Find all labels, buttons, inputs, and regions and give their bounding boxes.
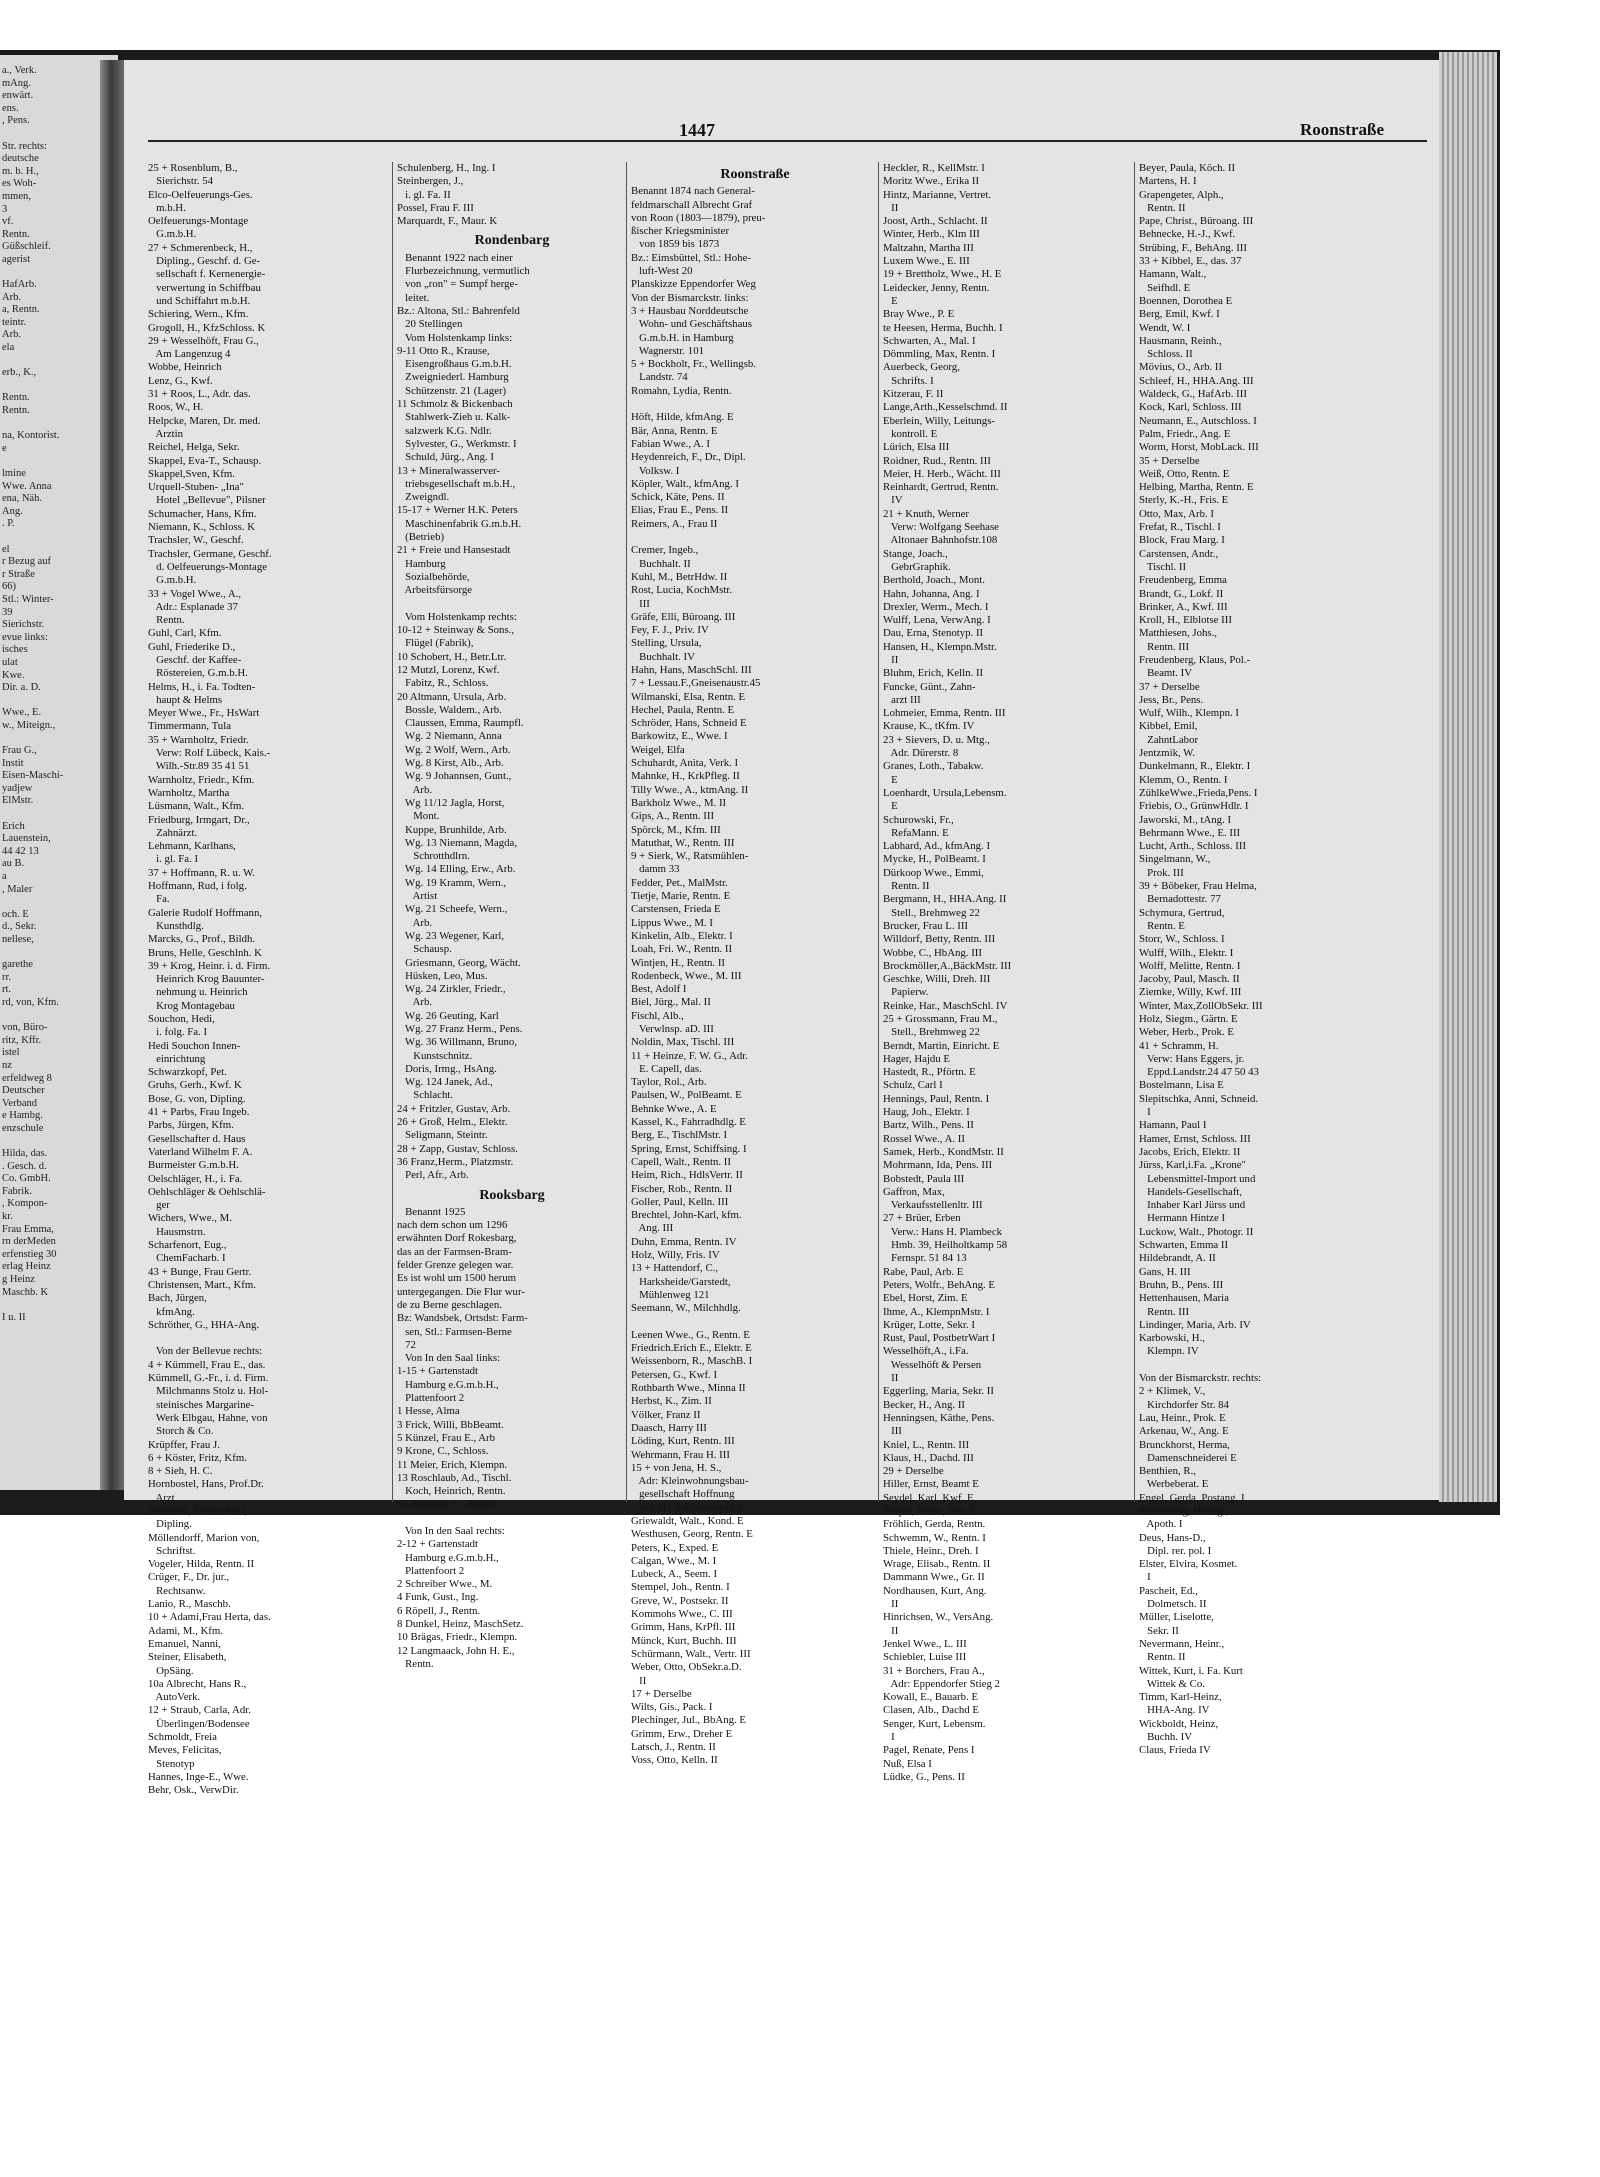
column-2 xyxy=(392,162,627,1670)
street-heading: Rondenbarg xyxy=(474,233,550,249)
directory-page xyxy=(124,60,1439,1797)
page-header xyxy=(124,120,1439,142)
page-edges xyxy=(1439,52,1497,1502)
column-4 xyxy=(878,162,1135,1783)
header-rule xyxy=(148,140,1427,142)
street-heading: Roonstraße xyxy=(720,167,790,182)
street-heading: Rooksbarg xyxy=(479,1187,545,1203)
column-1 xyxy=(148,162,388,1797)
left-page-text: a., Verk. mAng. enwärt. ens. , Pens. Str. rechts: deutsche m. b. H., es Woh- mmen, 3 vf. Rentn. Güßschleif. agerist HafArb. Arb. a, Rentn. teintr. Arb. ela erb., K., Rentn. Rentn. na, Kontorist. e lmine Wwe. Anna ena, Näh. Ang. . P. el r Bezug auf r Straße 66) Stl.: Winter- 39 Sierichstr. evue links: isches ulat Kwe. Dir. a. D. Wwe., E. w., Miteign., Frau G., Instit Eisen-Maschi- yadjew ElMstr. Erich Lauenstein, 44 42 13 au B. a , Maler och. E d., Sekr. nellese, garethe rr. rt. rd, von, Kfm. von, Büro- ritz, Kffr. istel nz erfeldweg 8 Deutscher Verband e Hambg. enzschule Hilda, das. . Gesch. d. Co. GmbH. Fabrik. , Kompon- kr. Frau Emma, rn derMeden erfenstieg 30 erlag Heinz g Heinz Maschb. K I u. II xyxy=(2,65,64,1323)
book-gutter xyxy=(100,60,124,1490)
column-5-text: Beyer, Paula, Köch. II Martens, H. I Grapengeter, Alph., Rentn. II Pape, Christ., Büroang. III Behnecke, H.-J., Kwf. Strübing, F., BehAng. III 33 + Kibbel, E., das. 37 Hamann, Walt., Seifhdl. E Boennen, Dorothea E Berg, Emil, Kwf. I Wendt, W. I Hausmann, Reinh., Schloss. II Mövius, O., Arb. II Schleef, H., HHA.Ang. III Waldeck, G., HafArb. III Kock, Karl, Schloss. III Neumann, E., Autschloss. I Palm, Friedr., Ang. E Worm, Horst, MobLack. III 35 + Derselbe Weiß, Otto, Rentn. E Helbing, Martha, Rentn. E Sterly, K.-H., Fris. E Otto, Max, Arb. I Frefat, R., Tischl. I Block, Frau Marg. I Carstensen, Andr., Tischl. II Freudenberg, Emma Brandt, G., Lokf. II Brinker, A., Kwf. III Kroll, H., Elblotse III Matthiesen, Johs., Rentn. III Freudenberg, Klaus, Pol.- Beamt. IV 37 + Derselbe Jess, Br., Pens. Wulf, Wilh., Klempn. I Kibbel, Emil, ZahntLabor Jentzmik, W. Dunkelmann, R., Elektr. I Klemm, O., Rentn. I ZühlkeWwe.,Frieda,Pens. I Friebis, O., GrünwHdlr. I Jaworski, M., tAng. I Behrmann Wwe., E. III Lucht, Arth., Schloss. III Singelmann, W., Prok. III 39 + Böbeker, Frau Helma, Bernadottestr. 77 Schymura, Gertrud, Rentn. E Storr, W., Schloss. I Wulff, Wilh., Elektr. I Wolff, Melitte, Rentn. I Jacoby, Paul, Masch. II Ziemke, Willy, Kwf. III Winter, Max,ZollObSekr. III Holz, Siegm., Gärtn. E Weber, Herb., Prok. E 41 + Schramm, H. Verw: Hans Eggers, jr. Eppd.Landstr.24 47 50 43 Bostelmann, Lisa E Slepitschka, Anni, Schneid. I Hamann, Paul I Hamer, Ernst, Schloss. III Jacobs, Erich, Elektr. II Jürss, Karl,i.Fa. „Krone" Lebensmittel-Import und Handels-Gesellschaft, Inhaber Karl Jürss und Hermann Hintze I Luckow, Walt., Photogr. II Schwarten, Emma II Hildebrandt, A. II Gans, H. III Bruhn, B., Pens. III Hettenhausen, Maria Rentn. III Lindinger, Maria, Arb. IV Karbowski, H., Klempn. IV Von der Bismarckstr. rechts: 2 + Klimek, V., Kirchdorfer Str. 84 Lau, Heinr., Prok. E Arkenau, W., Ang. E Brunckhorst, Herma, Damenschneiderei E Benthien, R., Werbeberat. E Engel, Gerda, Postang. I Schwarting, Hildeg., Apoth. I Deus, Hans-D., Dipl. rer. pol. I Elster, Elvira, Kosmet. I Pascheit, Ed., Dolmetsch. II Müller, Liselotte, Sekr. II Nevermann, Heinr., Rentn. II Wittek, Kurt, i. Fa. Kurt Wittek & Co. Timm, Karl-Heinz, HHA-Ang. IV Wickboldt, Heinz, Buchh. IV Claus, Frieda IV xyxy=(1139,162,1263,1757)
column-2-text: Schulenberg, H., Ing. I Steinbergen, J., i. gl. Fa. II Possel, Frau F. III Marquardt, F., Maur. K Rondenbarg Benannt 1922 nach einer Flurbezeichnung, vermutlich von „ron" = Sumpf herge- leitet. Bz.: Altona, Stl.: Bahrenfeld 20 Stellingen Vom Holstenkamp links: 9-11 Otto R., Krause, Eisengroßhaus G.m.b.H. Zweigniederl. Hamburg Schützenstr. 21 (Lager) 11 Schmolz & Bickenbach Stahlwerk-Zieh u. Kalk- salzwerk K.G. Ndlr. Sylvester, G., Werkmstr. I Schuld, Jürg., Ang. I 13 + Mineralwasserver- triebsgesellschaft m.b.H., Zweigndl. 15-17 + Werner H.K. Peters Maschinenfabrik G.m.b.H. (Betrieb) 21 + Freie und Hansestadt Hamburg Sozialbehörde, Arbeitsfürsorge Vom Holstenkamp rechts: 10-12 + Steinway & Sons., Flügel (Fabrik), 10 Schobert, H., Betr.Ltr. 12 Mutzl, Lorenz, Kwf. Fabitz, R., Schloss. 20 Altmann, Ursula, Arb. Bossle, Waldem., Arb. Claussen, Emma, Raumpfl. Wg. 2 Niemann, Anna Wg. 2 Wolf, Wern., Arb. Wg. 8 Kirst, Alb., Arb. Wg. 9 Johannsen, Gunt., Arb. Wg 11/12 Jagla, Horst, Mont. Kuppe, Brunhilde, Arb. Wg. 13 Niemann, Magda, Schrotthdlrn. Wg. 14 Elling, Erw., Arb. Wg. 19 Kramm, Wern., Artist Wg. 21 Scheefe, Wern., Arb. Wg. 23 Wegener, Karl, Schausp. Griesmann, Georg, Wächt. Hüsken, Leo, Mus. Wg. 24 Zirkler, Friedr., Arb. Wg. 26 Geuting, Karl Wg. 27 Franz Herm., Pens. Wg. 36 Willmann, Bruno, Kunstschnitz. Doris, Irmg., HsAng. Wg. 124 Janek, Ad., Schlacht. 24 + Fritzler, Gustav, Arb. 26 + Groß, Helm., Elektr. Seligmann, Steintr. 28 + Zapp, Gustav, Schloss. 36 Franz,Herm., Platzmstr. Perl, Afr., Arb. Rooksbarg Benannt 1925 nach dem schon um 1296 erwähnten Dorf Rokesbarg, das an der Farmsen-Bram- felder Grenze gelegen war. Es ist wohl um 1500 herum untergegangen. Die Flur wur- de zu Berne geschlagen. Bz: Wandsbek, Ortsdst: Farm- sen, Stl.: Farmsen-Berne 72 Von In den Saal links: 1-15 + Gartenstadt Hamburg e.G.m.b.H., Plattenfoort 2 1 Hesse, Alma 3 Frick, Willi, BbBeamt. 5 Künzel, Frau E., Arb 9 Krone, C., Schloss. 11 Meier, Erich, Klempn. 13 Roschlaub, Ad., Tischl. Koch, Heinrich, Rentn. 15 Reichelt, E., Rentn. Von In den Saal rechts: 2-12 + Gartenstadt Hamburg e.G.m.b.H., Plattenfoort 2 2 Schreiber Wwe., M. 4 Funk, Gust., Ing. 6 Röpell, J., Rentn. 8 Dunkel, Heinz, MaschSetz. 10 Brägas, Friedr., Klempn. 12 Langmaack, John H. E., Rentn. xyxy=(397,162,627,1671)
page-number: 1447 xyxy=(679,120,715,140)
running-head: Roonstraße xyxy=(1299,120,1384,139)
column-3-text: Roonstraße Benannt 1874 nach General- feldmarschall Albrecht Graf von Roon (1803—1879), preu- ßischer Kriegsminister von 1859 bis 1873 Bz.: Eimsbüttel, Stl.: Hohe- luft-West 20 Planskizze Eppendorfer Weg Von der Bismarckstr. links: 3 + Hausbau Norddeutsche Wohn- und Geschäftshaus G.m.b.H. in Hamburg Wagnerstr. 101 5 + Bockholt, Fr., Wellingsb. Landstr. 74 Romahn, Lydia, Rentn. Höft, Hilde, kfmAng. E Bär, Anna, Rentn. E Fabian Wwe., A. I Heydenreich, F., Dr., Dipl. Volksw. I Köpler, Walt., kfmAng. I Schick, Käte, Pens. II Elias, Frau E., Pens. II Reimers, A., Frau II Cremer, Ingeb., Buchhalt. II Kuhl, M., BetrHdw. II Rost, Lucia, KochMstr. III Gräfe, Elli, Büroang. III Fey, F. J., Priv. IV Stelling, Ursula, Buchhalt. IV Hahn, Hans, MaschSchl. III 7 + Lessau.F.,Gneisenaustr.45 Wilmanski, Elsa, Rentn. E Hechel, Paula, Rentn. E Schröder, Hans, Schneid E Barkowitz, E., Wwe. I Weigel, Elfa Schuhardt, Anita, Verk. I Mahnke, H., KrkPfleg. II Tilly Wwe., A., ktmAng. II Barkholz Wwe., M. II Gips, A., Rentn. III Spörck, M., Kfm. III Matuthat, W., Rentn. III 9 + Sierk, W., Ratsmühlen- damm 33 Fedder, Pet., MalMstr. Tietje, Marie, Rentn. E Carstensen, Frieda E Lippus Wwe., M. I Kinkelin, Alb., Elektr. I Loah, Fri. W., Rentn. II Wintjen, H., Rentn. II Rodenbeck, Wwe., M. III Best, Adolf I Biel, Jürg., Mal. II Fischl, Alb., Verwlnsp. aD. III Noldin, Max, Tischl. III 11 + Heinze, F. W. G., Adr. E. Capell, das. Taylor, Rol., Arb. Paulsen, W., PolBeamt. E Behnke Wwe., A. E Kassel, K., Fahrradhdlg. E Berg, E., TischlMstr. I Spring, Ernst, Schiffsing. I Capell, Walt., Rentn. II Heim, Rich., HdlsVertr. II Fischer, Rob., Rentn. II Goller, Paul, Kelln. III Brechtel, John-Karl, kfm. Ang. III Duhn, Emma, Rentn. IV Holz, Willy, Fris. IV 13 + Hattendorf, C., Harksheide/Garstedt, Mühlenweg 121 Seemann, W., Milchhdlg. Leenen Wwe., G., Rentn. E Friedrich.Erich E., Elektr. E Weissenborn, R., MaschB. I Petersen, G., Kwf. I Rothbarth Wwe., Minna II Herbst, K., Zim. II Völker, Franz II Daasch, Harry III Löding, Kurt, Rentn. III Wehrmann, Frau H. III 15 + von Jena, H. S., Adr: Kleinwohnungsbau- gesellschaft Hoffnung m.b.H., Rathausmarkt 4 Griewaldt, Walt., Kond. E Westhusen, Georg, Rentn. E Peters, K., Exped. E Calgan, Wwe., M. I Lubeck, A., Seem. I Stempel, Joh., Rentn. I Greve, W., Postsekr. II Kommohs Wwe., C. III Grimm, Hans, KrPfl. III Münck, Kurt, Buchh. III Schürmann, Walt., Vertr. III Weber, Otto, ObSekr.a.D. II 17 + Derselbe Wilts, Gis., Pack. I Plechinger, Jul., BbAng. E Grimm, Erw., Dreher E Latsch, J., Rentn. II Voss, Otto, Kelln. II xyxy=(631,168,879,1768)
columns-container xyxy=(148,162,1427,1797)
column-1-text: 25 + Rosenblum, B., Sierichstr. 54 Elco-Oelfeuerungs-Ges. m.b.H. Oelfeuerungs-Montage G.m.b.H. 27 + Schmerenbeck, H., Dipling., Geschf. d. Ge- sellschaft f. Kernenergie- verwertung in Schiffbau und Schiffahrt m.b.H. Schiering, Wern., Kfm. Grogoll, H., KfzSchloss. K 29 + Wesselhöft, Frau G., Am Langenzug 4 Wobbe, Heinrich Lenz, G., Kwf. 31 + Roos, L., Adr. das. Roos, W., H. Helpcke, Maren, Dr. med. Arztin Reichel, Helga, Sekr. Skappel, Eva-T., Schausp. Skappel,Sven, Kfm. Urquell-Stuben- „Ina" Hotel „Bellevue", Pilsner Schumacher, Hans, Kfm. Niemann, K., Schloss. K Trachsler, W., Geschf. Trachsler, Germane, Geschf. d. Oelfeuerungs-Montage G.m.b.H. 33 + Vogel Wwe., A., Adr.: Esplanade 37 Rentn. Guhl, Carl, Kfm. Guhl, Friederike D., Geschf. der Kaffee- Röstereien, G.m.b.H. Helms, H., i. Fa. Todten- haupt & Helms Meyer Wwe., Fr., HsWart Timmermann, Tula 35 + Warnholtz, Friedr. Verw: Rolf Lübeck, Kais.- Wilh.-Str.89 35 41 51 Warnholtz, Friedr., Kfm. Warnholtz, Martha Lüsmann, Walt., Kfm. Friedburg, Irmgart, Dr., Zahnärzt. Lehmann, Karlhans, i. gl. Fa. I 37 + Hoffmann, R. u. W. Hoffmann, Rud, i folg. Fa. Galerie Rudolf Hoffmann, Kunsthdlg. Marcks, G., Prof., Bildh. Bruns, Helle, Geschlnh. K 39 + Krog, Heinr. i. d. Firm. Heinrich Krog Bauunter- nehmung u. Heinrich Krog Montagebau Souchon, Hedi, i. folg. Fa. I Hedi Souchon Innen- einrichtung Schwarzkopf, Pet. Gruhs, Gerh., Kwf. K Bose, G. von, Dipling. 41 + Parbs, Frau Ingeb. Parbs, Jürgen, Kfm. Gesellschafter d. Haus Vaterland Wilhelm F. A. Burmeister G.m.b.H. Oelschläger, H., i. Fa. Oehlschläger & Oehlschlä- ger Wichers, Wwe., M. Hausmstrn. Scharfenort, Eug., ChemFacharb. I 43 + Bunge, Frau Gertr. Christensen, Mart., Kfm. Bach, Jürgen, kfmAng. Schröther, G., HHA-Ang. Von der Bellevue rechts: 4 + Kümmell, Frau E., das. Kümmell, G.-Fr., i. d. Firm. Milchmanns Stolz u. Hol- steinisches Margarine- Werk Elbgau, Hahne, von Storch & Co. Krüpffer, Frau J. 6 + Köster, Fritz, Kfm. 8 + Sieh, H. C. Hornbostel, Hans, Prof.Dr. Arzt Scheibitz, Friedr.-Karl, Dipling. Möllendorff, Marion von, Schriftst. Vogeler, Hilda, Rentn. II Crüger, F., Dr. jur., Rechtsanw. Lanio, R., Maschb. 10 + Adami,Frau Herta, das. Adami, M., Kfm. Emanuel, Nanni, Steiner, Elisabeth, OpSäng. 10a Albrecht, Hans R., AutoVerk. 12 + Straub, Carla, Adr. Überlingen/Bodensee Schmoldt, Freia Meves, Felicitas, Stenotyp Hannes, Inge-E., Wwe. Behr, Osk., VerwDir. xyxy=(148,162,272,1797)
column-4-text: Heckler, R., KellMstr. I Moritz Wwe., Erika II Hintz, Marianne, Vertret. II Joost, Arth., Schlacht. II Winter, Herb., Klm III Maltzahn, Martha III Luxem Wwe., E. III 19 + Brettholz, Wwe., H. E Leidecker, Jenny, Rentn. E Bray Wwe., P. E te Heesen, Herma, Buchh. I Schwarten, A., Mal. I Dömmling, Max, Rentn. I Auerbeck, Georg, Schrifts. I Kitzerau, F. II Lange,Arth.,Kesselschmd. II Eberlein, Willy, Leitungs- kontroll. E Lürich, Elsa III Roidner, Rud., Rentn. III Meier, H. Herb., Wächt. III Reinhardt, Gertrud, Rentn. IV 21 + Knuth, Werner Verw: Wolfgang Seehase Altonaer Bahnhofstr.108 Stange, Joach., GebrGraphik. Berthold, Joach., Mont. Hahn, Johanna, Ang. I Drexler, Werm., Mech. I Wulff, Lena, VerwAng. I Dau, Erna, Stenotyp. II Hansen, H., Klempn.Mstr. II Bluhm, Erich, Kelln. II Funcke, Günt., Zahn- arzt III Lohmeier, Emma, Rentn. III Krause, K., tKfm. IV 23 + Sievers, D. u. Mtg., Adr. Dürerstr. 8 Granes, Loth., Tabakw. E Loenhardt, Ursula,Lebensm. E Schurowski, Fr., RefaMann. E Labhard, Ad., kfmAng. I Mycke, H., PolBeamt. I Dürkoop Wwe., Emmi, Rentn. II Bergmann, H., HHA.Ang. II Stell., Brehmweg 22 Brucker, Frau L. III Willdorf, Betty, Rentn. III Wobbe, C., HbAng. III Brockmöller,A.,BäckMstr. III Geschke, Willi, Dreh. III Papierw. Reinke, Har., MaschSchl. IV 25 + Grossmann, Frau M., Stell., Brehmweg 22 Berndt, Martin, Einricht. E Hager, Hajdu E Hastedt, R., Pförtn. E Schulz, Carl I Hennings, Paul, Rentn. I Haug, Joh., Elektr. I Bartz, Wilh., Pens. II Rossel Wwe., A. II Samek, Herb., KondMstr. II Mohrmann, Ida, Pens. III Bobstedt, Paula III Gaffron, Max, Verkaufsstellenltr. III 27 + Brüer, Erben Verw.: Hans H. Plambeck Hmb. 39, Heilholtkamp 58 Fernspr. 51 84 13 Rabe, Paul, Arb. E Peters, Wolfr., BehAng. E Ebel, Horst, Zim. E Ihme, A., KlempnMstr. I Krüger, Lotte, Sekr. I Rust, Paul, PostbetrWart I Wesselhöft,A., i.Fa. Wesselhöft & Persen II Eggerling, Maria, Sekr. II Becker, H., Ang. II Henningsen, Käthe, Pens. III Kniel, L., Rentn. III Klaus, H., Dachd. III 29 + Derselbe Hiller, Ernst, Beamt E Seydel, Karl, Kwf. E Niepel, Wern., Arb. E Fröhlich, Gerda, Rentn. Schwemm, W., Rentn. I Thiele, Heinr., Dreh. I Wrage, Elisab., Rentn. II Dammann Wwe., Gr. II Nordhausen, Kurt, Ang. II Hinrichsen, W., VersAng. II Jenkel Wwe., L. III Schiebler, Luise III 31 + Borchers, Frau A., Adr: Eppendorfer Stieg 2 Kowall, E., Bauarb. E Clasen, Alb., Dachd E Senger, Kurt, Lebensm. I Pagel, Renate, Pens I Nuß, Elsa I Lüdke, G., Pens. II xyxy=(883,162,1012,1783)
column-5 xyxy=(1134,162,1417,1757)
column-3 xyxy=(626,162,879,1767)
